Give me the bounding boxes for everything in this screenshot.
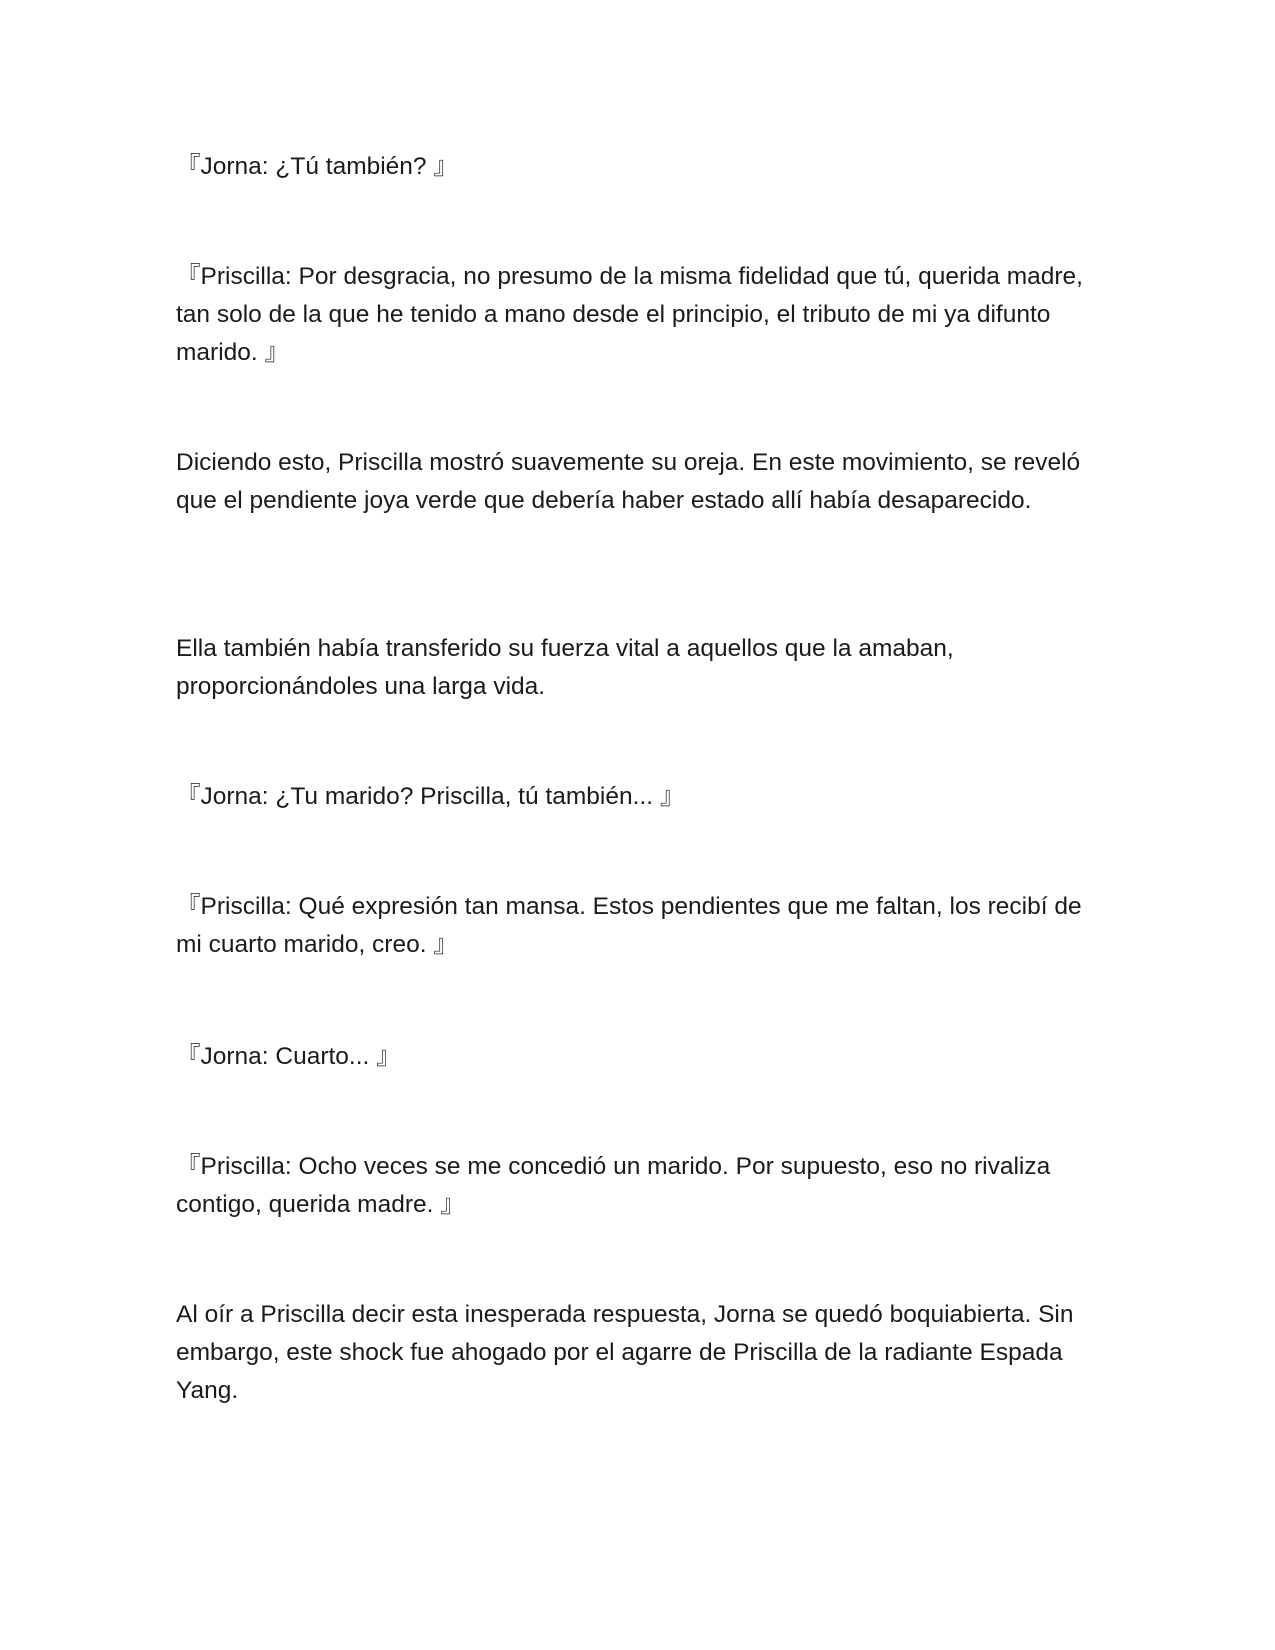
narration-paragraph-1: Diciendo esto, Priscilla mostró suavemente su oreja. En este movimiento, se reveló que el pendiente joya verde que debería haber estado allí había desaparecido. — [176, 449, 1081, 514]
dialogue-priscilla-3: 『Priscilla: Ocho veces se me concedió un marido. Por supuesto, eso no rivaliza contigo, querida madre. 』 — [176, 1153, 1051, 1218]
dialogue-jorna-2: 『Jorna: ¿Tu marido? Priscilla, tú también... 』 — [176, 783, 685, 810]
dialogue-jorna-1: 『Jorna: ¿Tú también? 』 — [176, 153, 458, 180]
narration-paragraph-3: Al oír a Priscilla decir esta inesperada respuesta, Jorna se quedó boquiabierta. Sin embargo, este shock fue ahogado por el agarre de Priscilla de la radiante Espada Yang. — [176, 1301, 1074, 1404]
dialogue-jorna-3: 『Jorna: Cuarto... 』 — [176, 1043, 401, 1070]
dialogue-priscilla-2: 『Priscilla: Qué expresión tan mansa. Estos pendientes que me faltan, los recibí de mi cuarto marido, creo. 』 — [176, 893, 1082, 958]
narration-paragraph-2: Ella también había transferido su fuerza vital a aquellos que la amaban, proporcionándoles una larga vida. — [176, 635, 954, 700]
dialogue-priscilla-1: 『Priscilla: Por desgracia, no presumo de la misma fidelidad que tú, querida madre, tan solo de la que he tenido a mano desde el principio, el tributo de mi ya difunto marido. 』 — [176, 263, 1083, 366]
